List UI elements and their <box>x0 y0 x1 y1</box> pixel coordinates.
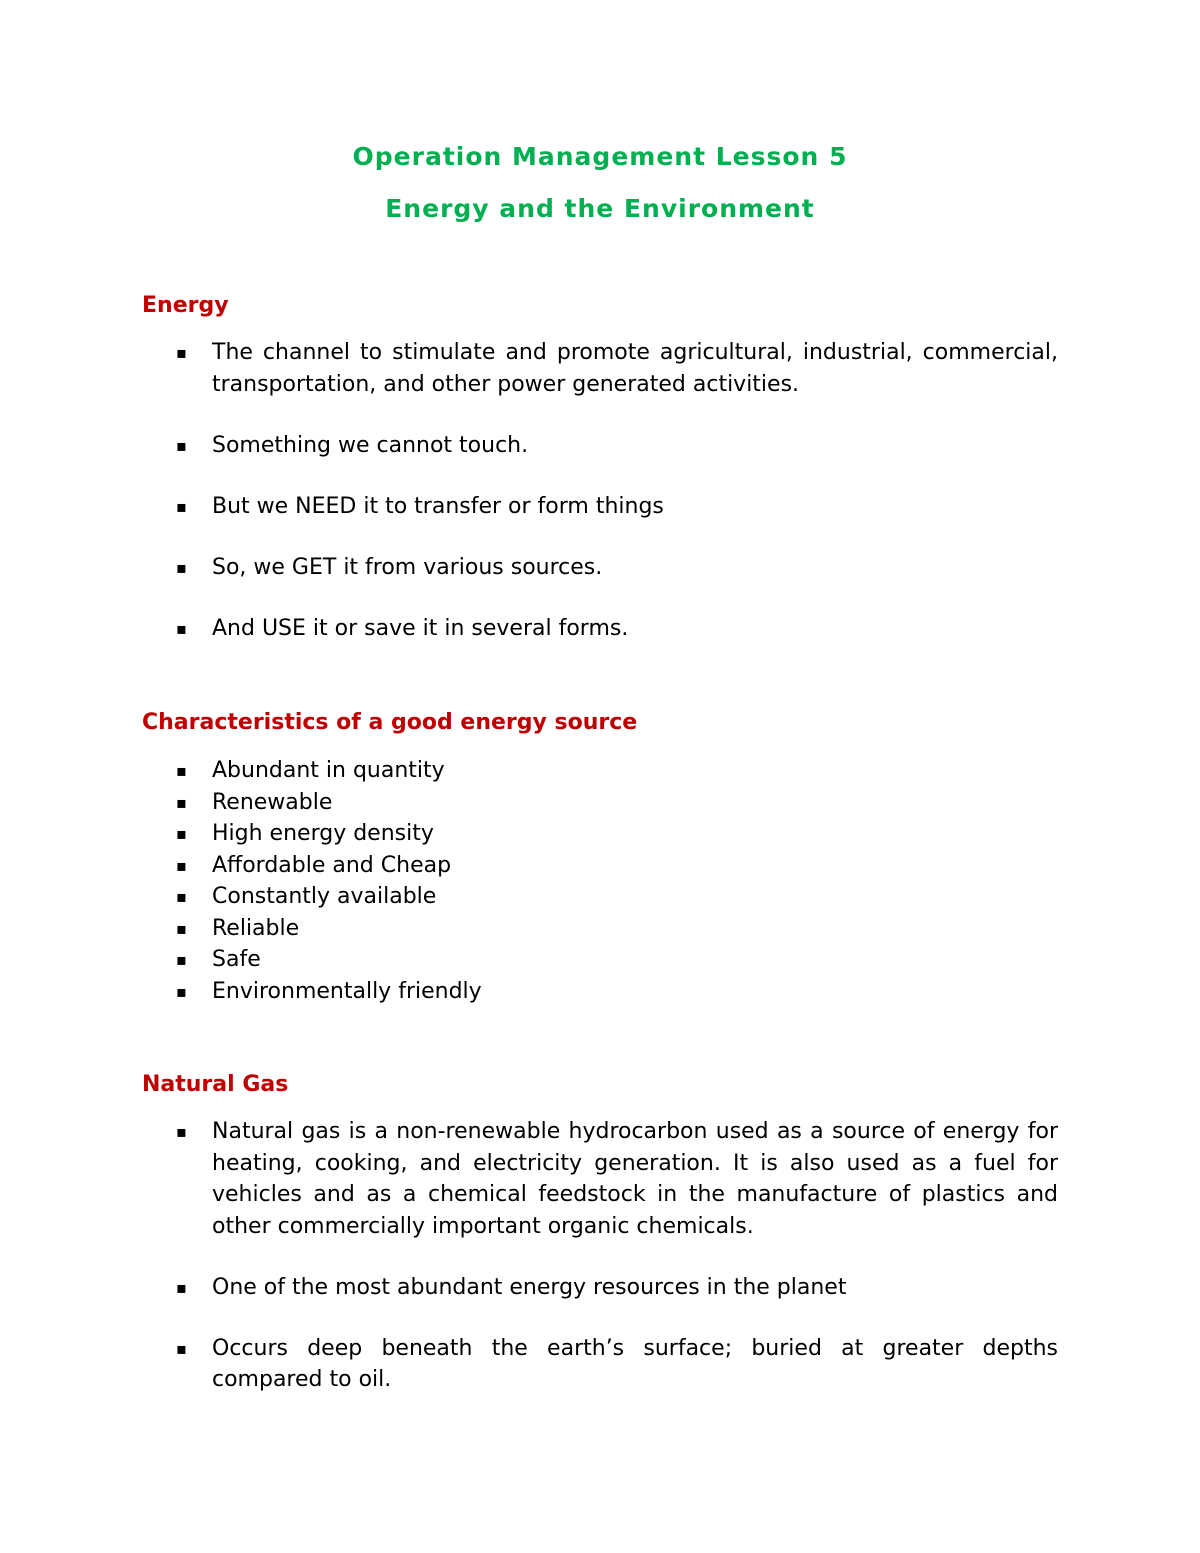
list-item: ▪ So, we GET it from various sources. <box>0 552 1058 584</box>
square-bullet-icon: ▪ <box>176 981 187 1001</box>
square-bullet-icon: ▪ <box>176 824 187 843</box>
energy-bullet-list <box>0 337 1200 674</box>
list-item: ▪ Occurs deep beneath the earth’s surface; buried at greater depths compared to oil. <box>0 1333 1058 1396</box>
section-heading-characteristics: Characteristics of a good energy source <box>142 710 638 735</box>
list-item: ▪ Abundant in quantity <box>0 755 1058 787</box>
square-bullet-icon: ▪ <box>176 855 187 875</box>
document-subtitle: Energy and the Environment <box>385 194 815 223</box>
list-item: ▪ Affordable and Cheap <box>0 850 1058 882</box>
square-bullet-icon: ▪ <box>176 435 187 455</box>
list-item: ▪ High energy density <box>0 818 1058 850</box>
square-bullet-icon: ▪ <box>176 1277 187 1297</box>
characteristics-bullet-list <box>0 755 1200 1007</box>
square-bullet-icon: ▪ <box>176 887 187 906</box>
square-bullet-icon: ▪ <box>176 557 187 577</box>
list-item: ▪ Renewable <box>0 787 1058 819</box>
square-bullet-icon: ▪ <box>176 918 187 938</box>
square-bullet-icon: ▪ <box>176 792 187 812</box>
list-item: ▪ Something we cannot touch. <box>0 430 1058 462</box>
list-item: ▪ Safe <box>0 944 1058 976</box>
document-title: Operation Management Lesson 5 <box>352 142 848 171</box>
list-item: ▪ But we NEED it to transfer or form things <box>0 491 1058 523</box>
square-bullet-icon: ▪ <box>176 343 187 362</box>
natural-gas-bullet-list <box>0 1116 1200 1425</box>
list-item: ▪ Natural gas is a non-renewable hydrocarbon used as a source of energy for heating, cooking, and electricity generation. It is also used as a fuel for vehicles and as a chemical feedstock in the manufacture of plastics and other commercially important organic chemicals. <box>0 1116 1058 1242</box>
square-bullet-icon: ▪ <box>176 950 187 969</box>
square-bullet-icon: ▪ <box>176 618 187 638</box>
square-bullet-icon: ▪ <box>176 496 187 516</box>
section-heading-energy: Energy <box>142 293 229 318</box>
list-item: ▪ One of the most abundant energy resources in the planet <box>0 1272 1058 1304</box>
list-item: ▪ Constantly available <box>0 881 1058 913</box>
list-item: ▪ The channel to stimulate and promote agricultural, industrial, commercial, transportation, and other power generated activities. <box>0 337 1058 400</box>
square-bullet-icon: ▪ <box>176 1122 187 1141</box>
square-bullet-icon: ▪ <box>176 761 187 780</box>
list-item: ▪ Environmentally friendly <box>0 976 1058 1008</box>
list-item: ▪ Reliable <box>0 913 1058 945</box>
section-heading-natural-gas: Natural Gas <box>142 1072 289 1097</box>
list-item: ▪ And USE it or save it in several forms. <box>0 613 1058 645</box>
square-bullet-icon: ▪ <box>176 1338 187 1358</box>
